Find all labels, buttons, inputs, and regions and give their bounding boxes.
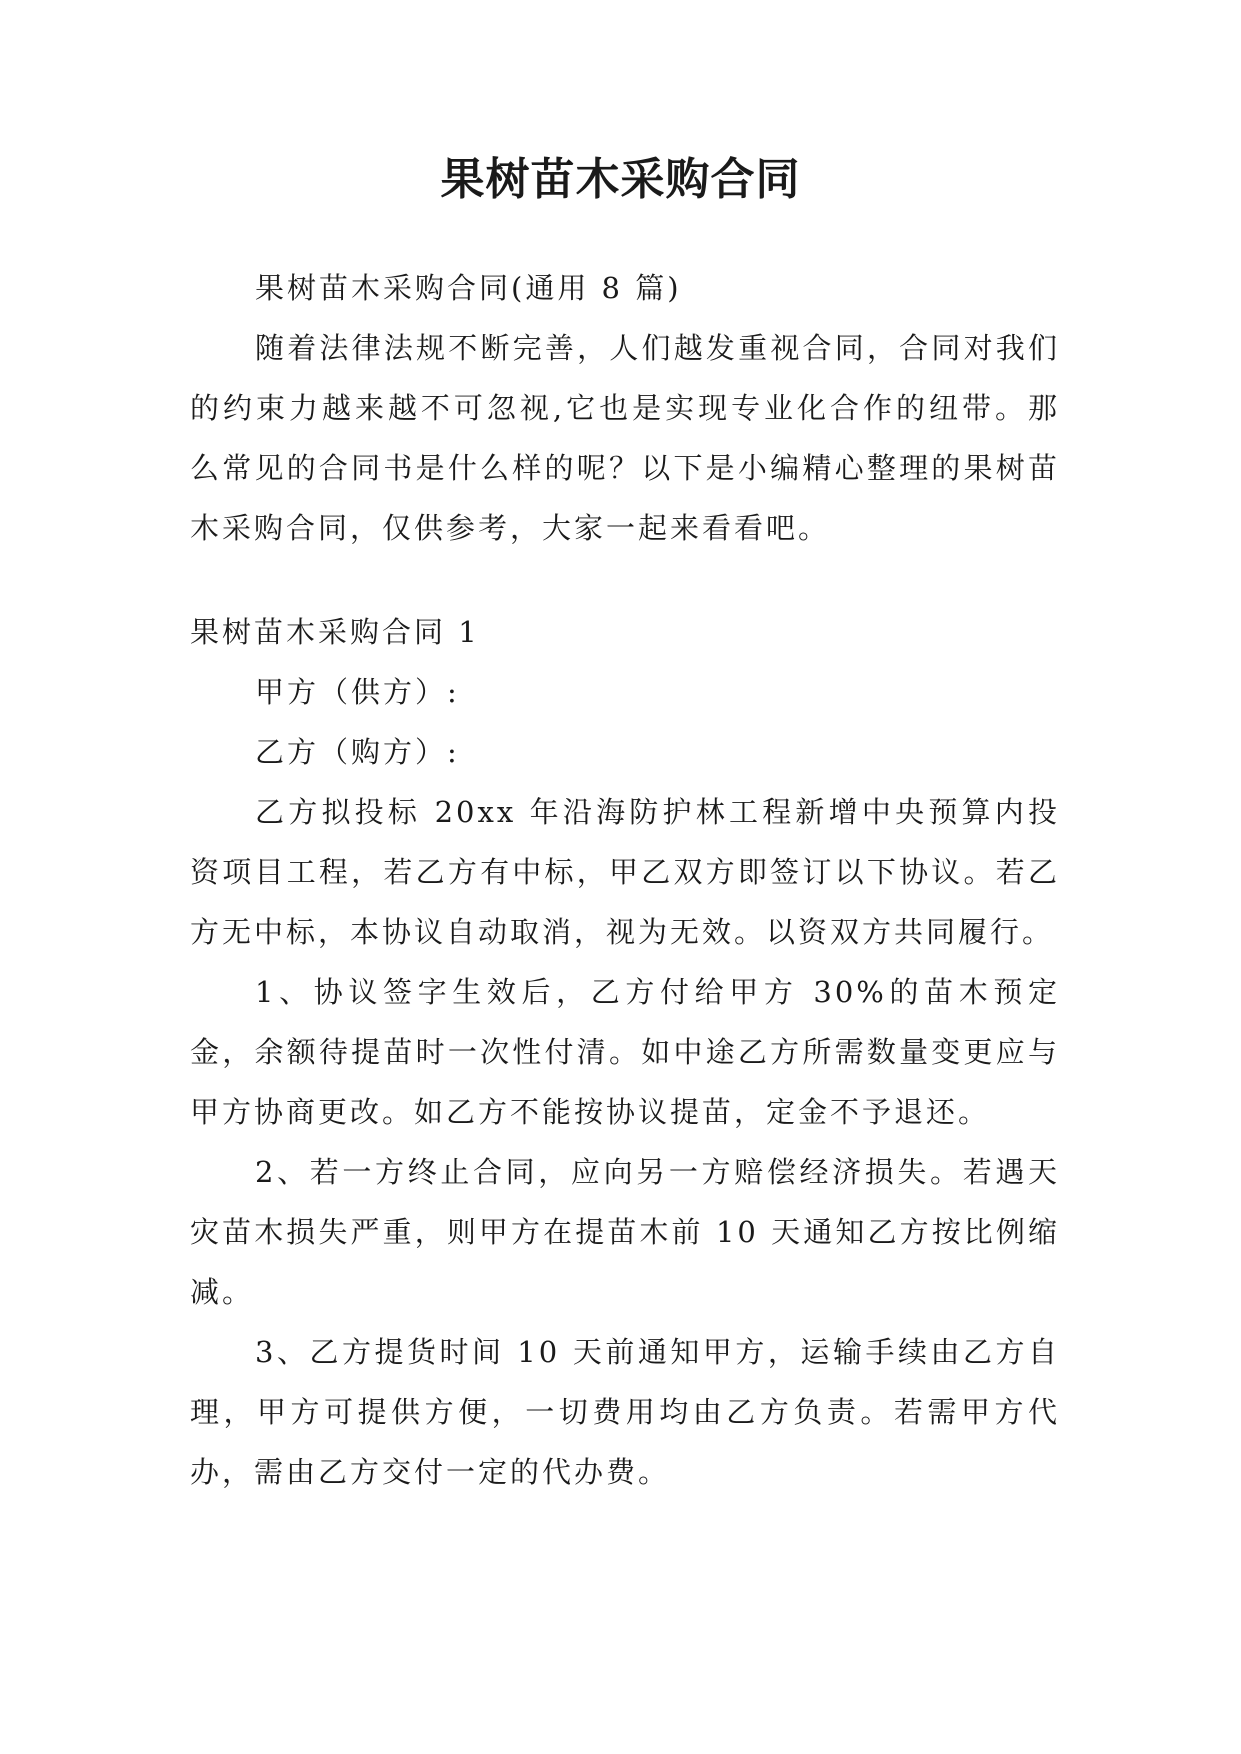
clause-paragraph: 3、乙方提货时间 10 天前通知甲方，运输手续由乙方自理，甲方可提供方便，一切费用均由乙方负责。若需甲方代办，需由乙方交付一定的代办费。 bbox=[190, 1335, 1060, 1489]
clause-paragraph: 1、协议签字生效后，乙方付给甲方 30%的苗木预定金，余额待提苗时一次性付清。如中途乙方所需数量变更应与甲方协商更改。如乙方不能按协议提苗，定金不予退还。 bbox=[190, 975, 1060, 1129]
clause-paragraph: 乙方拟投标 20xx 年沿海防护林工程新增中央预算内投资项目工程，若乙方有中标，甲乙双方即签订以下协议。若乙方无中标，本协议自动取消，视为无效。以资双方共同履行。 bbox=[190, 795, 1060, 949]
section-heading: 果树苗木采购合同 1 bbox=[190, 615, 480, 649]
document-subtitle: 果树苗木采购合同(通用 8 篇) bbox=[255, 271, 682, 305]
clause-paragraph: 2、若一方终止合同，应向另一方赔偿经济损失。若遇天灾苗木损失严重，则甲方在提苗木前 10 天通知乙方按比例缩减。 bbox=[190, 1155, 1060, 1309]
document-body bbox=[190, 258, 1060, 1502]
party-b-line: 乙方（购方）: bbox=[255, 735, 460, 769]
party-a-line: 甲方（供方）: bbox=[255, 675, 460, 709]
intro-paragraph: 随着法律法规不断完善，人们越发重视合同，合同对我们的约束力越来越不可忽视,它也是实现专业化合作的纽带。那么常见的合同书是什么样的呢？以下是小编精心整理的果树苗木采购合同，仅供参考，大家一起来看看吧。 bbox=[190, 331, 1060, 545]
document-title: 果树苗木采购合同 bbox=[440, 154, 801, 205]
section-gap bbox=[190, 558, 1060, 602]
